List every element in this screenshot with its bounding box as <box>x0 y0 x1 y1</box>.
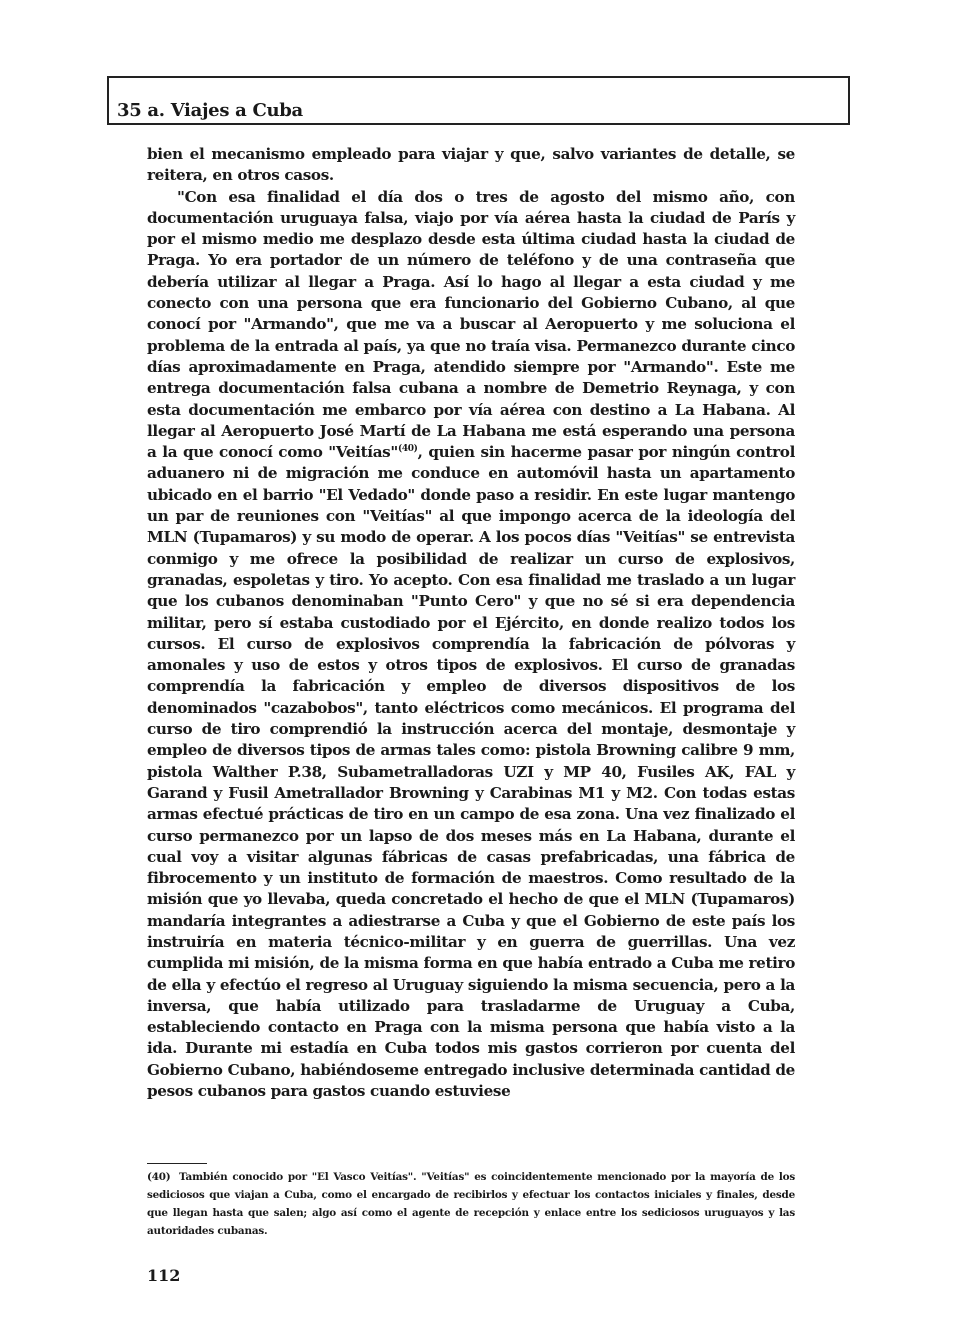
paragraph-testimony <box>147 187 795 1103</box>
chapter-header-box <box>107 76 850 125</box>
chapter-title: 35 a. Viajes a Cuba <box>117 100 303 121</box>
testimony-part-1: "Con esa finalidad el día dos o tres de agosto del mismo año, con documentación uruguaya falsa, viajo por vía aérea hasta la ciudad de París y por el mismo medio me desplazo desde esta última ciudad hasta la ciudad de Praga. Yo era portador de un número de teléfono y de una contraseña que debería utilizar al llegar a Praga. Así lo hago al llegar a esta ciudad y me conecto con una persona que era funcionario del Gobierno Cubano, al que conocí por "Armando", que me va a buscar al Aeropuerto y me soluciona el problema de la entrada al país, ya que no traía visa. Permanezco durante cinco días aproximadamente en Praga, atendido siempre por "Armando". Este me entrega documentación falsa cubana a nombre de Demetrio Reynaga, y con esta documentación me embarco por vía aérea con destino a La Habana. Al llegar al Aeropuerto José Martí de La Habana me está esperando una persona a la que conocí como "Veitías" <box>147 187 795 462</box>
testimony-part-2: , quien sin hacerme pasar por ningún control aduanero ni de migración me conduce en automóvil hasta un apartamento ubicado en el barrio "El Vedado" donde paso a residir. En este lugar mantengo un par de reuniones con "Veitías" al que impongo acerca de la ideología del MLN (Tupamaros) y su modo de operar. A los pocos días "Veitías" se entrevista conmigo y me ofrece la posibilidad de realizar un curso de explosivos, granadas, espoletas y tiro. Yo acepto. Con esa finalidad me traslado a un lugar que los cubanos denominaban "Punto Cero" y que no sé si era dependencia militar, pero sí estaba custodiado por el Ejército, en donde realizo todos los cursos. El curso de explosivos comprendía la fabricación de pólvoras y amonales y uso de estos y otros tipos de explosivos. El curso de granadas comprendía la fabricación y empleo de diversos dispositivos de los denominados "cazabobos", tanto eléctricos como mecánicos. El programa del curso de tiro comprendió la instrucción acerca del montaje, desmontaje y empleo de diversos tipos de armas tales como: pistola Browning calibre 9 mm, pistola Walther P.38, Subametralladoras UZI y MP 40, Fusiles AK, FAL y Garand y Fusil Ametrallador Browning y Carabinas M1 y M2. Con todas estas armas efectué prácticas de tiro en un campo de esa zona. Una vez finalizado el curso permanezco por un lapso de dos meses más en La Habana, durante el cual voy a visitar algunas fábricas de casas prefabricadas, una fábrica de fibrocemento y un instituto de formación de maestros. Como resultado de la misión que yo llevaba, queda concretado el hecho de que el MLN (Tupamaros) mandaría integrantes a adiestrarse a Cuba y que el Gobierno de este país los instruiría en materia técnico-militar y en guerra de guerrillas. Una vez cumplida mi misión, de la misma forma en que había entrado a Cuba me retiro de ella y efectúo el regreso al Uruguay siguiendo la misma secuencia, pero a la inversa, que había utilizado para trasladarme de Uruguay a Cuba, estableciendo contacto en Praga con la misma persona que había visto a la ida. Durante mi estadía en Cuba todos mis gastos corrieron por cuenta del Gobierno Cubano, habiéndoseme entregado inclusive determinada cantidad de pesos cubanos para gastos cuando estuviese <box>147 443 796 1101</box>
paragraph-continuation: bien el mecanismo empleado para viajar y que, salvo variantes de detalle, se reitera, en otros casos. <box>147 145 795 185</box>
footnote <box>147 1168 795 1240</box>
footnote-number: (40) <box>147 1171 171 1183</box>
page-number: 112 <box>147 1266 181 1285</box>
footnote-text: También conocido por "El Vasco Veitías". "Veitías" es coincidentemente mencionado por la mayoría de los sediciosos que viajan a Cuba, como el encargado de recibirlos y efectuar los contactos iniciales y finales, desde que llegan hasta que salen; algo así como el agente de recepción y enlace entre los sediciosos uruguayos y las autoridades cubanas. <box>147 1171 795 1237</box>
body-text <box>147 144 795 1102</box>
footnote-divider <box>147 1163 207 1164</box>
footnote-reference[interactable]: (40) <box>397 444 418 455</box>
